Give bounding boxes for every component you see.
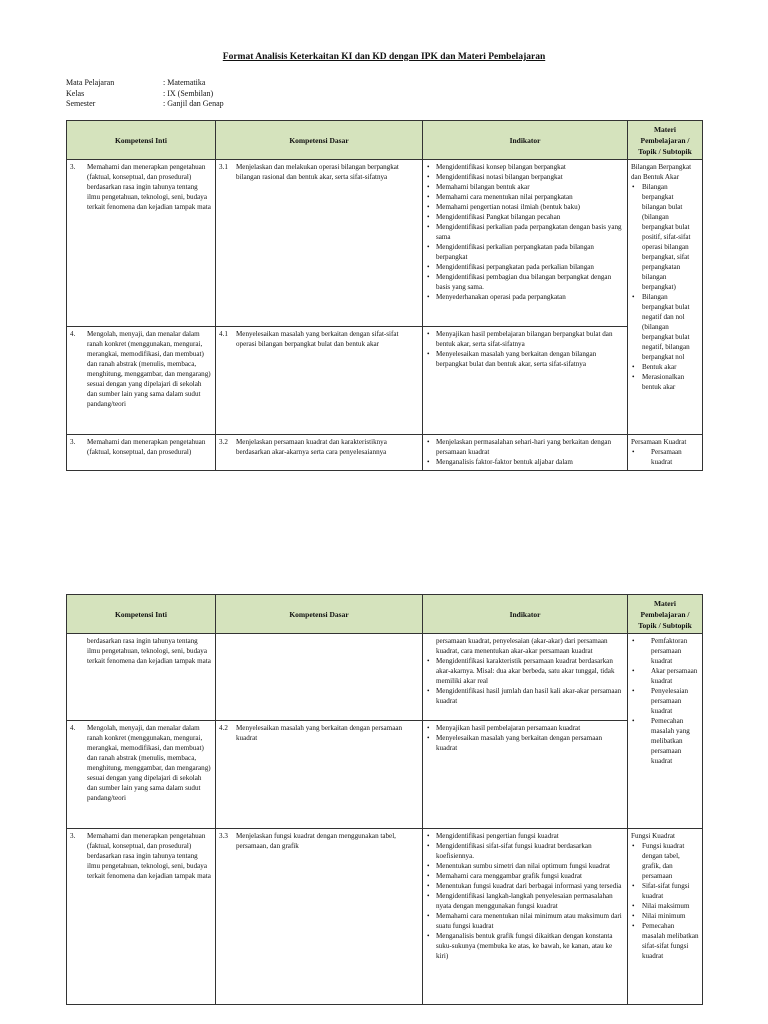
ki-text: Mengolah, menyaji, dan menalar dalam ranah konkret (menggunakan, mengurai, merangkai, memodifikasi, dan membuat) dan ranah abstrak (menulis, membaca, menghitung, menggambar, dan mengarang) sesuai dengan yang dipelajari di sekolah dan sumber lain yang sama dalam sudut pandang/teori	[87, 724, 211, 802]
materi-cell	[628, 829, 703, 1005]
indikator-item: • Mengidentifikasi langkah-langkah penyelesaian permasalahan nyata dengan menggunakan fungsi kuadrat	[426, 891, 624, 911]
ki-text: Memahami dan menerapkan pengetahuan (faktual, konseptual, dan prosedural) berdasarkan rasa ingin tahunya tentang ilmu pengetahuan, teknologi, seni, budaya terkait fenomena dan kejadian tampak mata	[87, 163, 211, 211]
document-meta	[66, 78, 224, 110]
indikator-item: • Menyederhanakan operasi pada perpangkatan	[426, 292, 624, 302]
table-row	[67, 327, 703, 435]
table-row	[67, 829, 703, 1005]
ki-number: 4.	[70, 724, 76, 732]
kd-cell	[216, 721, 423, 829]
materi-item: • Pemecahan masalah yang melibatkan persamaan kuadrat	[631, 716, 699, 766]
kd-text: Menjelaskan dan melakukan operasi bilangan berpangkat bilangan rasional dan bentuk akar, serta sifat-sifatnya	[236, 163, 399, 181]
header-kompetensi-inti: Kompetensi Inti	[67, 595, 216, 634]
indikator-cell	[423, 721, 628, 829]
meta-label: Semester	[66, 99, 96, 108]
indikator-cell	[423, 829, 628, 1005]
indikator-cell	[423, 327, 628, 435]
analysis-table-1	[66, 120, 703, 471]
analysis-table-2	[66, 594, 703, 1005]
ki-cell	[67, 634, 216, 721]
indikator-item: • Menyajikan hasil pembelajaran persamaan kuadrat	[426, 723, 624, 733]
kd-number: 3.1	[219, 163, 228, 171]
indikator-item: • Menganalisis faktor-faktor bentuk aljabar dalam	[426, 457, 624, 467]
table-header-row	[67, 121, 703, 160]
ki-number: 3.	[70, 832, 76, 840]
materi-item: • Penyelesaian persamaan kuadrat	[631, 686, 699, 716]
header-kompetensi-dasar: Kompetensi Dasar	[216, 121, 423, 160]
ki-text: berdasarkan rasa ingin tahunya tentang ilmu pengetahuan, teknologi, seni, budaya terkait fenomena dan kejadian tampak mata	[87, 637, 211, 665]
meta-value: : IX (Sembilan)	[163, 88, 214, 98]
indikator-item: • Mengidentifikasi perpangkatan pada perkalian bilangan	[426, 262, 624, 272]
materi-item: • Akar persamaan kuadrat	[631, 666, 699, 686]
indikator-item: • Memahami pengertian notasi ilmiah (bentuk baku)	[426, 202, 624, 212]
materi-heading: Bilangan Berpangkat dan Bentuk Akar	[631, 163, 692, 181]
ki-number: 3.	[70, 163, 76, 171]
kd-cell	[216, 327, 423, 435]
materi-item: • Pemecahan masalah melibatkan sifat-sifat fungsi kuadrat	[631, 921, 699, 961]
kd-text: Menyelesaikan masalah yang berkaitan dengan sifat-sifat operasi bilangan berpangkat bulat dan bentuk akar	[236, 330, 399, 348]
indikator-cell	[423, 435, 628, 471]
ki-text: Memahami dan menerapkan pengetahuan (faktual, konseptual, dan prosedural)	[87, 438, 206, 456]
ki-number: 3.	[70, 438, 76, 446]
indikator-item: • Memahami bilangan bentuk akar	[426, 182, 624, 192]
indikator-item: • Memahami cara menentukan nilai perpangkatan	[426, 192, 624, 202]
indikator-item: • Memahami cara menentukan nilai minimum atau maksimum dari suatu fungsi kuadrat	[426, 911, 624, 931]
table-row	[67, 435, 703, 471]
indikator-item: • Menjelaskan permasalahan sehari-hari yang berkaitan dengan persamaan kuadrat	[426, 437, 624, 457]
indikator-item: • Menentukan sumbu simetri dan nilai optimum fungsi kuadrat	[426, 861, 624, 871]
materi-item: • Merasionalkan bentuk akar	[631, 372, 699, 392]
meta-label: Kelas	[66, 88, 85, 98]
ki-cell	[67, 435, 216, 471]
indikator-cell	[423, 160, 628, 327]
ki-cell	[67, 327, 216, 435]
materi-heading: Persamaan Kuadrat	[631, 438, 687, 446]
header-indikator: Indikator	[423, 595, 628, 634]
ki-cell	[67, 721, 216, 829]
indikator-item: • Mengidentifikasi sifat-sifat fungsi kuadrat berdasarkan koefisiennya.	[426, 841, 624, 861]
header-kompetensi-dasar: Kompetensi Dasar	[216, 595, 423, 634]
ki-cell	[67, 160, 216, 327]
materi-item: • Pemfaktoran persamaan kuadrat	[631, 636, 699, 666]
ki-text: Memahami dan menerapkan pengetahuan (faktual, konseptual, dan prosedural) berdasarkan rasa ingin tahunya tentang ilmu pengetahuan, teknologi, seni, budaya terkait fenomena dan kejadian tampak mata	[87, 832, 211, 880]
materi-item: • Nilai maksimum	[631, 901, 699, 911]
indikator-item: • Menentukan fungsi kuadrat dari berbagai informasi yang tersedia	[426, 881, 624, 891]
materi-cell	[628, 634, 703, 829]
indikator-item: • Mengidentifikasi perkalian perpangkatan pada bilangan berpangkat	[426, 242, 624, 262]
kd-cell	[216, 160, 423, 327]
indikator-item: • Menyelesaikan masalah yang berkaitan dengan bilangan berpangkat bulat dan bentuk akar, serta sifat-sifatnya	[426, 349, 624, 369]
materi-item: • Sifat-sifat fungsi kuadrat	[631, 881, 699, 901]
table-header-row	[67, 595, 703, 634]
kd-number: 4.1	[219, 330, 228, 338]
header-indikator: Indikator	[423, 121, 628, 160]
materi-cell	[628, 435, 703, 471]
table-row	[67, 160, 703, 327]
kd-text: Menyelesaikan masalah yang berkaitan dengan persamaan kuadrat	[236, 724, 403, 742]
meta-label: Mata Pelajaran	[66, 78, 115, 87]
indikator-item: • Mengidentifikasi konsep bilangan berpangkat	[426, 162, 624, 172]
indikator-item: • Mengidentifikasi hasil jumlah dan hasil kali akar-akar persamaan kuadrat	[426, 686, 624, 706]
materi-item: • Fungsi kuadrat dengan tabel, grafik, dan persamaan	[631, 841, 699, 881]
indikator-item: • Memahami cara menggambar grafik fungsi kuadrat	[426, 871, 624, 881]
indikator-item: • Menyajikan hasil pembelajaran bilangan berpangkat bulat dan bentuk akar, serta sifat-sifatnya	[426, 329, 624, 349]
indikator-item: • Mengidentifikasi Pangkat bilangan pecahan	[426, 212, 624, 222]
header-kompetensi-inti: Kompetensi Inti	[67, 121, 216, 160]
indikator-item: • Mengidentifikasi perkalian pada perpangkatan dengan basis yang sama	[426, 222, 624, 242]
kd-text: Menjelaskan persamaan kuadrat dan karakteristiknya berdasarkan akar-akarnya serta cara penyelesaiannya	[236, 438, 387, 456]
materi-heading: Fungsi Kuadrat	[631, 832, 675, 840]
ki-text: Mengolah, menyaji, dan menalar dalam ranah konkret (menggunakan, mengurai, merangkai, memodifikasi, dan membuat) dan ranah abstrak (menulis, membaca, menghitung, menggambar, dan mengarang) sesuai dengan yang dipelajari di sekolah dan sumber lain yang sama dalam sudut pandang/teori	[87, 330, 211, 408]
kd-cell	[216, 435, 423, 471]
ki-number: 4.	[70, 330, 76, 338]
kd-cell	[216, 829, 423, 1005]
meta-value: : Matematika	[163, 78, 206, 87]
document-title: Format Analisis Keterkaitan KI dan KD dengan IPK dan Materi Pembelajaran	[222, 52, 546, 62]
meta-row-class	[66, 89, 224, 100]
materi-item: • Persamaan kuadrat	[631, 447, 699, 467]
materi-cell	[628, 160, 703, 435]
kd-number: 3.3	[219, 832, 228, 840]
indikator-item: • Mengidentifikasi pembagian dua bilangan berpangkat dengan basis yang sama.	[426, 272, 624, 292]
kd-number: 3.2	[219, 438, 228, 446]
table-row	[67, 721, 703, 829]
indikator-cell	[423, 634, 628, 721]
kd-cell	[216, 634, 423, 721]
indikator-item: • Mengidentifikasi notasi bilangan berpangkat	[426, 172, 624, 182]
meta-row-subject	[66, 78, 224, 89]
kd-text: Menjelaskan fungsi kuadrat dengan menggunakan tabel, persamaan, dan grafik	[236, 832, 396, 850]
materi-item: • Bilangan berpangkat bilangan bulat (bilangan berpangkat bulat positif, sifat-sifat operasi bilangan berpangkat, sifat perpangkatan bilangan berpangkat)	[631, 182, 699, 292]
materi-item: • Bentuk akar	[631, 362, 699, 372]
header-materi: Materi Pembelajaran / Topik / Subtopik	[628, 595, 703, 634]
kd-number: 4.2	[219, 724, 228, 732]
indikator-item: • Menganalisis bentuk grafik fungsi dikaitkan dengan konstanta suku-sukunya (membuka ke atas, ke bawah, ke kanan, atau ke kiri)	[426, 931, 624, 961]
indikator-item: • Mengidentifikasi karakteristik persamaan kuadrat berdasarkan akar-akarnya. Misal: dua akar berbeda, satu akar tunggal, tidak memiliki akar real	[426, 656, 624, 686]
indikator-item: • Mengidentifikasi pengertian fungsi kuadrat	[426, 831, 624, 841]
indikator-continued: persamaan kuadrat, penyelesaian (akar-akar) dari persamaan kuadrat, cara menentukan akar-akar persamaan kuadrat	[436, 637, 608, 655]
ki-cell	[67, 829, 216, 1005]
materi-item: • Nilai minimum	[631, 911, 699, 921]
indikator-item: • Menyelesaikan masalah yang berkaitan dengan persamaan kuadrat	[426, 733, 624, 753]
header-materi: Materi Pembelajaran / Topik / Subtopik	[628, 121, 703, 160]
materi-item: • Bilangan berpangkat bulat negatif dan nol (bilangan berpangkat bulat negatif, bilangan berpangkat nol	[631, 292, 699, 362]
table-row	[67, 634, 703, 721]
meta-value: : Ganjil dan Genap	[163, 99, 224, 108]
meta-row-semester	[66, 99, 224, 110]
